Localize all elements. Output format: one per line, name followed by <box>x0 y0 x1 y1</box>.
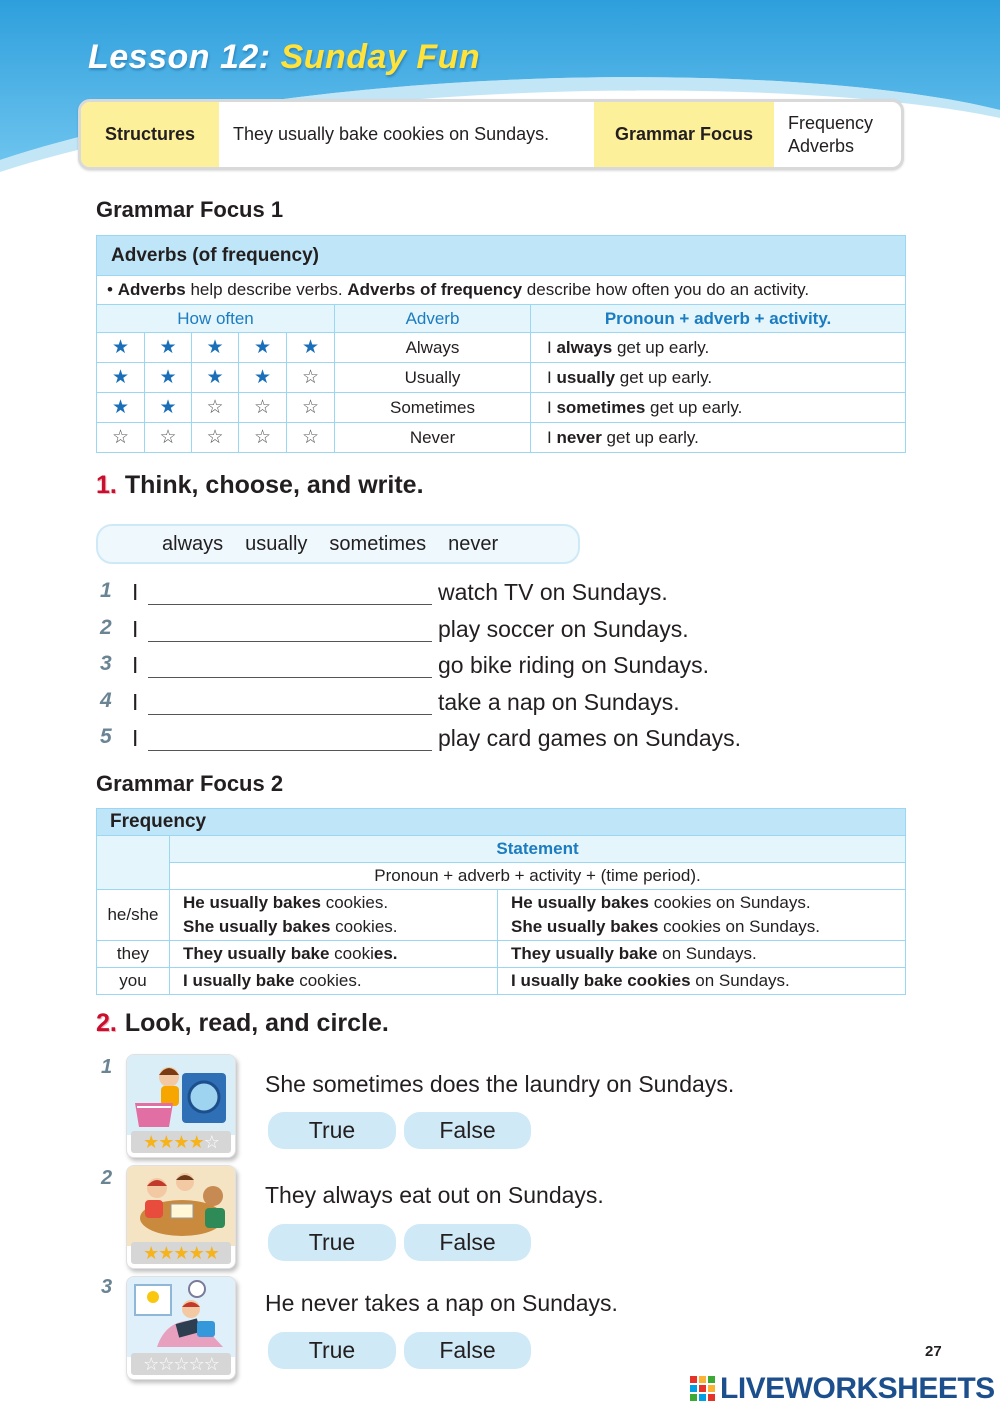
bold-part: He usually bakes <box>511 893 649 912</box>
star-empty-icon: ☆ <box>203 1132 219 1152</box>
item-number: 3 <box>100 652 112 675</box>
star-icon: ★ <box>97 333 145 363</box>
star-icon: ★ <box>145 333 192 363</box>
bold-part: They usually bake <box>183 944 330 963</box>
structures-bar <box>78 99 904 170</box>
example-post: get up early. <box>645 397 743 417</box>
frequency-stars <box>131 1131 231 1153</box>
pronoun: I <box>132 579 139 605</box>
frequency-stars <box>131 1353 231 1375</box>
answer-blank-4[interactable] <box>148 713 432 715</box>
page-number: 27 <box>925 1343 942 1360</box>
statement-cell <box>170 941 498 968</box>
adverb-cell: Usually <box>335 363 531 393</box>
pronoun-cell: you <box>97 968 170 995</box>
star-filled-icon: ★ <box>188 1243 204 1263</box>
bold-part: es. <box>373 944 398 963</box>
statement-cell <box>498 941 906 968</box>
star-icon: ☆ <box>239 393 287 423</box>
text-part: on Sundays. <box>657 944 757 963</box>
statement-cell <box>498 968 906 995</box>
grammar-focus-1-heading: Grammar Focus 1 <box>96 197 284 222</box>
bold-part: She usually bakes <box>511 917 659 936</box>
example-post: get up early. <box>601 427 699 447</box>
star-icon: ★ <box>97 363 145 393</box>
item-number: 1 <box>100 579 112 602</box>
table-row <box>97 423 906 453</box>
star-icon: ★ <box>192 333 239 363</box>
fill-in-item <box>96 723 796 755</box>
fill-in-item <box>96 687 796 719</box>
structures-text: They usually bake cookies on Sundays. <box>233 124 550 144</box>
star-icon: ☆ <box>239 423 287 453</box>
table-note <box>97 276 906 305</box>
item-number: 1 <box>101 1056 113 1078</box>
fill-in-item <box>96 577 796 609</box>
star-icon: ★ <box>239 333 287 363</box>
exercise-number: 1. <box>96 471 117 499</box>
star-filled-icon: ★ <box>173 1132 189 1152</box>
sentence: They always eat out on Sundays. <box>265 1182 604 1208</box>
adverb-cell: Never <box>335 423 531 453</box>
star-empty-icon: ☆ <box>188 1354 204 1374</box>
table-caption: Adverbs (of frequency) <box>97 236 906 276</box>
item-number: 4 <box>100 689 112 712</box>
word-bank <box>96 524 580 564</box>
text-part: cookies on Sundays. <box>658 917 821 936</box>
liveworksheets-logo[interactable] <box>690 1372 995 1406</box>
text-part: cookies on Sundays. <box>648 893 811 912</box>
empty-header-cell <box>97 836 170 890</box>
sentence-rest: watch TV on Sundays. <box>438 579 668 605</box>
example-cell <box>531 363 906 393</box>
example-pre: I <box>547 367 557 387</box>
example-pre: I <box>547 337 557 357</box>
true-button[interactable]: True <box>268 1112 396 1149</box>
example-cell <box>531 333 906 363</box>
bold-part: She usually bakes <box>183 917 331 936</box>
false-button[interactable]: False <box>404 1332 531 1369</box>
example-adverb: sometimes <box>556 397 646 417</box>
brand-name: LIVEWORKSHEETS <box>720 1372 995 1405</box>
star-icon: ★ <box>97 393 145 423</box>
sentence: He never takes a nap on Sundays. <box>265 1290 618 1316</box>
girl-doing-laundry-illustration <box>127 1055 236 1135</box>
star-icon: ★ <box>145 393 192 423</box>
frequency-statement-table <box>96 808 906 995</box>
statement-pattern: Pronoun + adverb + activity + (time period). <box>170 863 906 890</box>
star-icon: ★ <box>287 333 335 363</box>
table-row <box>97 363 906 393</box>
col-header-pattern: Pronoun + adverb + activity. <box>531 305 906 333</box>
adverb-cell: Always <box>335 333 531 363</box>
true-button[interactable]: True <box>268 1224 396 1261</box>
star-icon: ☆ <box>287 423 335 453</box>
star-filled-icon: ★ <box>158 1243 174 1263</box>
bullet: • <box>107 280 113 299</box>
example-adverb: usually <box>556 367 616 387</box>
table-row <box>97 941 906 968</box>
bold-part: I usually bake <box>183 971 295 990</box>
example-post: get up early. <box>615 367 713 387</box>
bold-part: He usually bakes <box>183 893 321 912</box>
star-icon: ☆ <box>145 423 192 453</box>
text-part: cookies. <box>320 893 389 912</box>
bold-part: They usually bake <box>511 944 658 963</box>
example-pre: I <box>547 427 557 447</box>
col-header-adverb: Adverb <box>335 305 531 333</box>
item-number: 2 <box>100 616 112 639</box>
note-text-1: help describe verbs. <box>185 280 348 299</box>
answer-blank-2[interactable] <box>148 640 432 642</box>
frequency-stars <box>131 1242 231 1264</box>
exercise-title: Think, choose, and write. <box>124 471 424 499</box>
pronoun: I <box>132 616 139 642</box>
word-bank-item: never <box>448 532 499 555</box>
statement-cell <box>498 890 906 941</box>
word-bank-item: sometimes <box>329 532 427 555</box>
star-icon: ☆ <box>287 363 335 393</box>
table-row <box>97 890 906 941</box>
grammar-focus-text-line1: Frequency <box>788 112 874 133</box>
star-icon: ★ <box>145 363 192 393</box>
lesson-title <box>88 38 480 77</box>
sentence-rest: go bike riding on Sundays. <box>438 652 710 678</box>
lesson-label: Lesson 12: <box>88 38 271 76</box>
star-icon: ☆ <box>97 423 145 453</box>
text-part: cookies. <box>330 917 398 936</box>
star-filled-icon: ★ <box>158 1132 174 1152</box>
note-bold-1: Adverbs <box>117 280 186 299</box>
star-empty-icon: ☆ <box>203 1354 219 1374</box>
adverb-cell: Sometimes <box>335 393 531 423</box>
word-bank-item: usually <box>245 532 308 555</box>
fill-in-item <box>96 614 796 646</box>
pronoun: I <box>132 652 139 678</box>
exercise-number: 2. <box>96 1009 117 1037</box>
star-filled-icon: ★ <box>188 1132 204 1152</box>
statement-cell <box>170 890 498 941</box>
sentence-rest: play soccer on Sundays. <box>438 616 689 642</box>
table-row <box>97 968 906 995</box>
text-part: cooki <box>329 944 374 963</box>
false-button[interactable]: False <box>404 1224 531 1261</box>
liveworksheets-icon <box>690 1376 716 1402</box>
star-filled-icon: ★ <box>173 1243 189 1263</box>
table-row <box>97 393 906 423</box>
grammar-focus-label: Grammar Focus <box>594 102 774 167</box>
statement-header: Statement <box>170 836 906 863</box>
star-filled-icon: ★ <box>143 1132 159 1152</box>
word-bank-item: always <box>162 532 224 555</box>
lesson-name: Sunday Fun <box>280 38 481 76</box>
item-number: 5 <box>100 725 112 748</box>
sentence: She sometimes does the laundry on Sundays. <box>265 1071 735 1097</box>
item-number: 2 <box>101 1167 113 1189</box>
answer-blank-1[interactable] <box>148 603 432 605</box>
table-caption: Frequency <box>97 809 906 836</box>
example-cell <box>531 423 906 453</box>
adverbs-of-frequency-table <box>96 235 906 453</box>
star-icon: ☆ <box>192 393 239 423</box>
star-empty-icon: ☆ <box>158 1354 174 1374</box>
answer-blank-3[interactable] <box>148 676 432 678</box>
example-pre: I <box>547 397 557 417</box>
family-eating-out-illustration <box>127 1166 236 1246</box>
bold-part: I usually bake cookies <box>511 971 691 990</box>
pronoun-cell: he/she <box>97 890 170 941</box>
exercise-title: Look, read, and circle. <box>124 1009 389 1037</box>
grammar-focus-text <box>774 102 901 167</box>
example-cell <box>531 393 906 423</box>
star-empty-icon: ☆ <box>143 1354 159 1374</box>
sentence-rest: take a nap on Sundays. <box>438 689 680 715</box>
structures-label: Structures <box>81 102 219 167</box>
exercise-2-heading <box>96 1009 389 1038</box>
item-number: 3 <box>101 1276 113 1298</box>
true-button[interactable]: True <box>268 1332 396 1369</box>
grammar-focus-text-line2: Adverbs <box>788 135 855 156</box>
example-adverb: never <box>556 427 602 447</box>
statement-cell <box>170 968 498 995</box>
star-icon: ☆ <box>287 393 335 423</box>
text-part: on Sundays. <box>690 971 790 990</box>
fill-in-item <box>96 650 796 682</box>
example-post: get up early. <box>612 337 710 357</box>
pronoun-cell: they <box>97 941 170 968</box>
col-header-how-often: How often <box>97 305 335 333</box>
star-empty-icon: ☆ <box>173 1354 189 1374</box>
false-button[interactable]: False <box>404 1112 531 1149</box>
sentence-rest: play card games on Sundays. <box>438 725 742 751</box>
boy-napping-illustration <box>127 1277 236 1357</box>
example-adverb: always <box>556 337 613 357</box>
star-filled-icon: ★ <box>203 1243 219 1263</box>
answer-blank-5[interactable] <box>148 749 432 751</box>
star-icon: ★ <box>239 363 287 393</box>
note-bold-2: Adverbs of frequency <box>347 280 523 299</box>
pronoun: I <box>132 725 139 751</box>
star-icon: ☆ <box>192 423 239 453</box>
exercise-1-heading <box>96 471 424 500</box>
grammar-focus-2-heading: Grammar Focus 2 <box>96 771 284 796</box>
star-icon: ★ <box>192 363 239 393</box>
eating-out-picture <box>126 1165 236 1269</box>
text-part: cookies. <box>294 971 362 990</box>
note-text-2: describe how often you do an activity. <box>522 280 810 299</box>
star-filled-icon: ★ <box>143 1243 159 1263</box>
table-row <box>97 333 906 363</box>
laundry-picture <box>126 1054 236 1158</box>
nap-picture <box>126 1276 236 1380</box>
pronoun: I <box>132 689 139 715</box>
